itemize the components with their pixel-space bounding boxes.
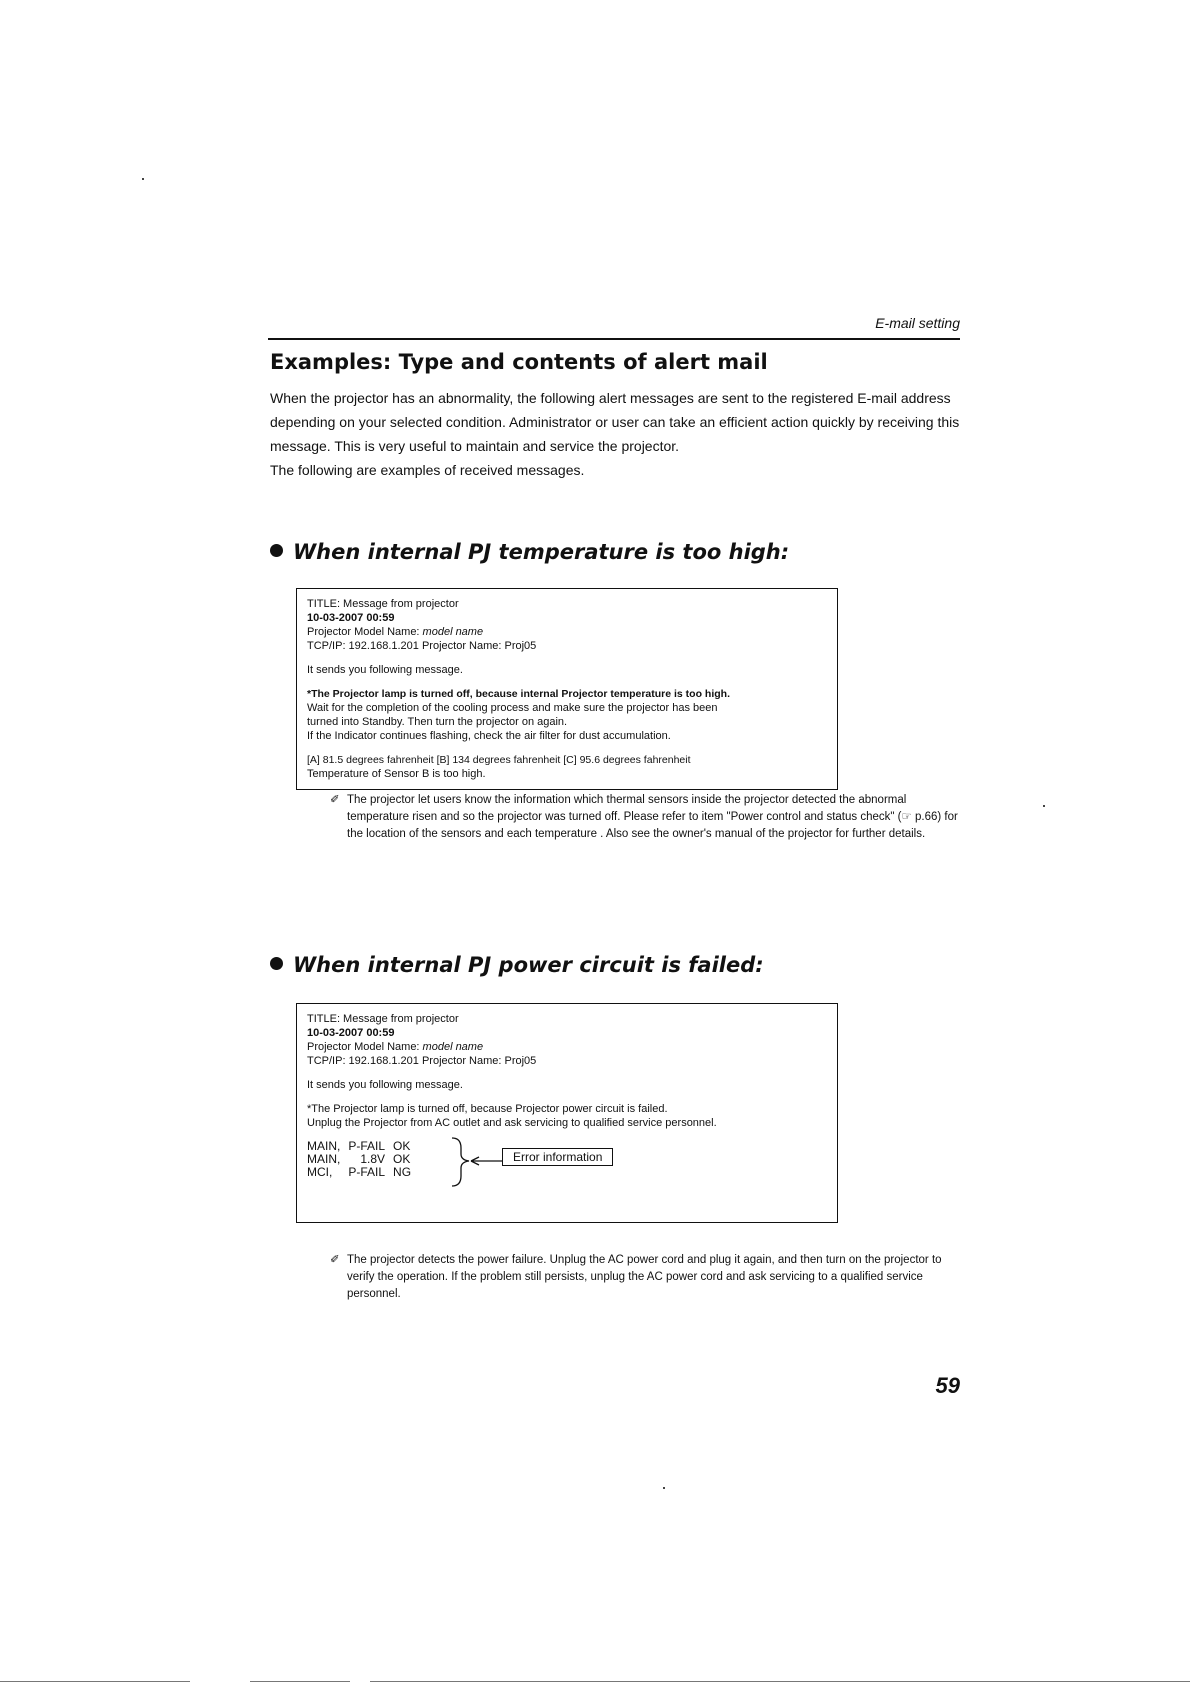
note-text: The projector detects the power failure. Unplug the AC power cord and plug it again, and then turn on the projector to verify the operation. If the problem still persists, unplug the AC power cord and ask servicing to a qualified service personnel. (347, 1254, 942, 1300)
section-label: E-mail setting (875, 315, 960, 331)
section-heading-text: When internal PJ temperature is too high: (293, 540, 790, 564)
scan-edge-line (0, 1681, 190, 1682)
message-body: turned into Standby. Then turn the projector on again. (307, 716, 568, 728)
model-label: Projector Model Name: (307, 626, 423, 638)
page-title: Examples: Type and contents of alert mail (270, 350, 768, 374)
error-status: NG (393, 1165, 412, 1179)
message-body: Wait for the completion of the cooling process and make sure the projector has been (307, 702, 718, 714)
message-tcpip: TCP/IP: 192.168.1.201 Projector Name: Proj05 (307, 640, 537, 652)
model-value: model name (422, 1041, 484, 1053)
scan-edge-line (370, 1681, 1190, 1682)
section-heading-power (270, 953, 764, 977)
error-status: OK (393, 1139, 411, 1153)
error-info-label: Error information (502, 1148, 613, 1166)
message-body: *The Projector lamp is turned off, because Projector power circuit is failed. (307, 1103, 668, 1115)
section-heading-temperature (270, 540, 789, 564)
scan-speck (1043, 805, 1045, 807)
brace-arrow-icon (447, 1136, 507, 1188)
message-body: *The Projector lamp is turned off, because internal Projector temperature is too high. (307, 688, 730, 700)
message-sensor: Temperature of Sensor B is too high. (307, 768, 486, 780)
bullet-icon (270, 544, 283, 557)
header-rule (268, 338, 960, 340)
message-body: If the Indicator continues flashing, check the air filter for dust accumulation. (307, 730, 671, 742)
message-model (307, 1040, 827, 1054)
error-unit: MAIN, (307, 1152, 341, 1166)
message-title: TITLE: Message from projector (307, 1013, 459, 1025)
pencil-icon: ✐ (330, 1254, 340, 1266)
scan-speck (663, 1487, 665, 1489)
note-power (330, 1252, 960, 1303)
bullet-icon (270, 957, 283, 970)
message-box-temperature (296, 588, 838, 790)
page-number: 59 (935, 1373, 960, 1398)
error-unit: MAIN, (307, 1139, 341, 1153)
model-label: Projector Model Name: (307, 1041, 423, 1053)
intro-paragraph: When the projector has an abnormality, the following alert messages are sent to the registered E-mail address depending on your selected condition. Administrator or user can take an efficient action quickly by receiving this message. This is very useful to maintain and service the projector. (270, 390, 960, 454)
table-row (307, 1166, 419, 1179)
error-item: P-FAIL (348, 1165, 386, 1179)
note-temperature (330, 792, 960, 843)
intro-text (270, 386, 962, 482)
error-table (307, 1140, 419, 1179)
message-model (307, 625, 827, 639)
message-body: Unplug the Projector from AC outlet and ask servicing to qualified service personnel. (307, 1117, 717, 1129)
pencil-icon: ✐ (330, 794, 340, 806)
message-datetime: 10-03-2007 00:59 (307, 1027, 395, 1039)
section-heading-text: When internal PJ power circuit is failed: (293, 953, 764, 977)
intro-paragraph: The following are examples of received messages. (270, 462, 585, 478)
message-box-power (296, 1003, 838, 1223)
note-text: The projector let users know the information which thermal sensors inside the projector detected the abnormal temperature risen and so the projector was turned off. Please refer to item "Power control and status check" (☞ p.66) for the location of the sensors and each temperature . Also see the owner's manual of the projector for further details. (347, 794, 958, 840)
error-info-block (307, 1140, 827, 1184)
message-datetime: 10-03-2007 00:59 (307, 612, 395, 624)
message-intro: It sends you following message. (307, 1079, 463, 1091)
message-title: TITLE: Message from projector (307, 598, 459, 610)
model-value: model name (422, 626, 484, 638)
message-tcpip: TCP/IP: 192.168.1.201 Projector Name: Proj05 (307, 1055, 537, 1067)
error-unit: MCI, (307, 1165, 333, 1179)
message-temperatures: [A] 81.5 degrees fahrenheit [B] 134 degrees fahrenheit [C] 95.6 degrees fahrenheit (307, 754, 691, 766)
error-status: OK (393, 1152, 411, 1166)
error-item: 1.8V (360, 1152, 386, 1166)
error-item: P-FAIL (348, 1139, 386, 1153)
message-intro: It sends you following message. (307, 664, 463, 676)
scan-speck (142, 178, 144, 180)
scan-edge-line (250, 1681, 350, 1682)
